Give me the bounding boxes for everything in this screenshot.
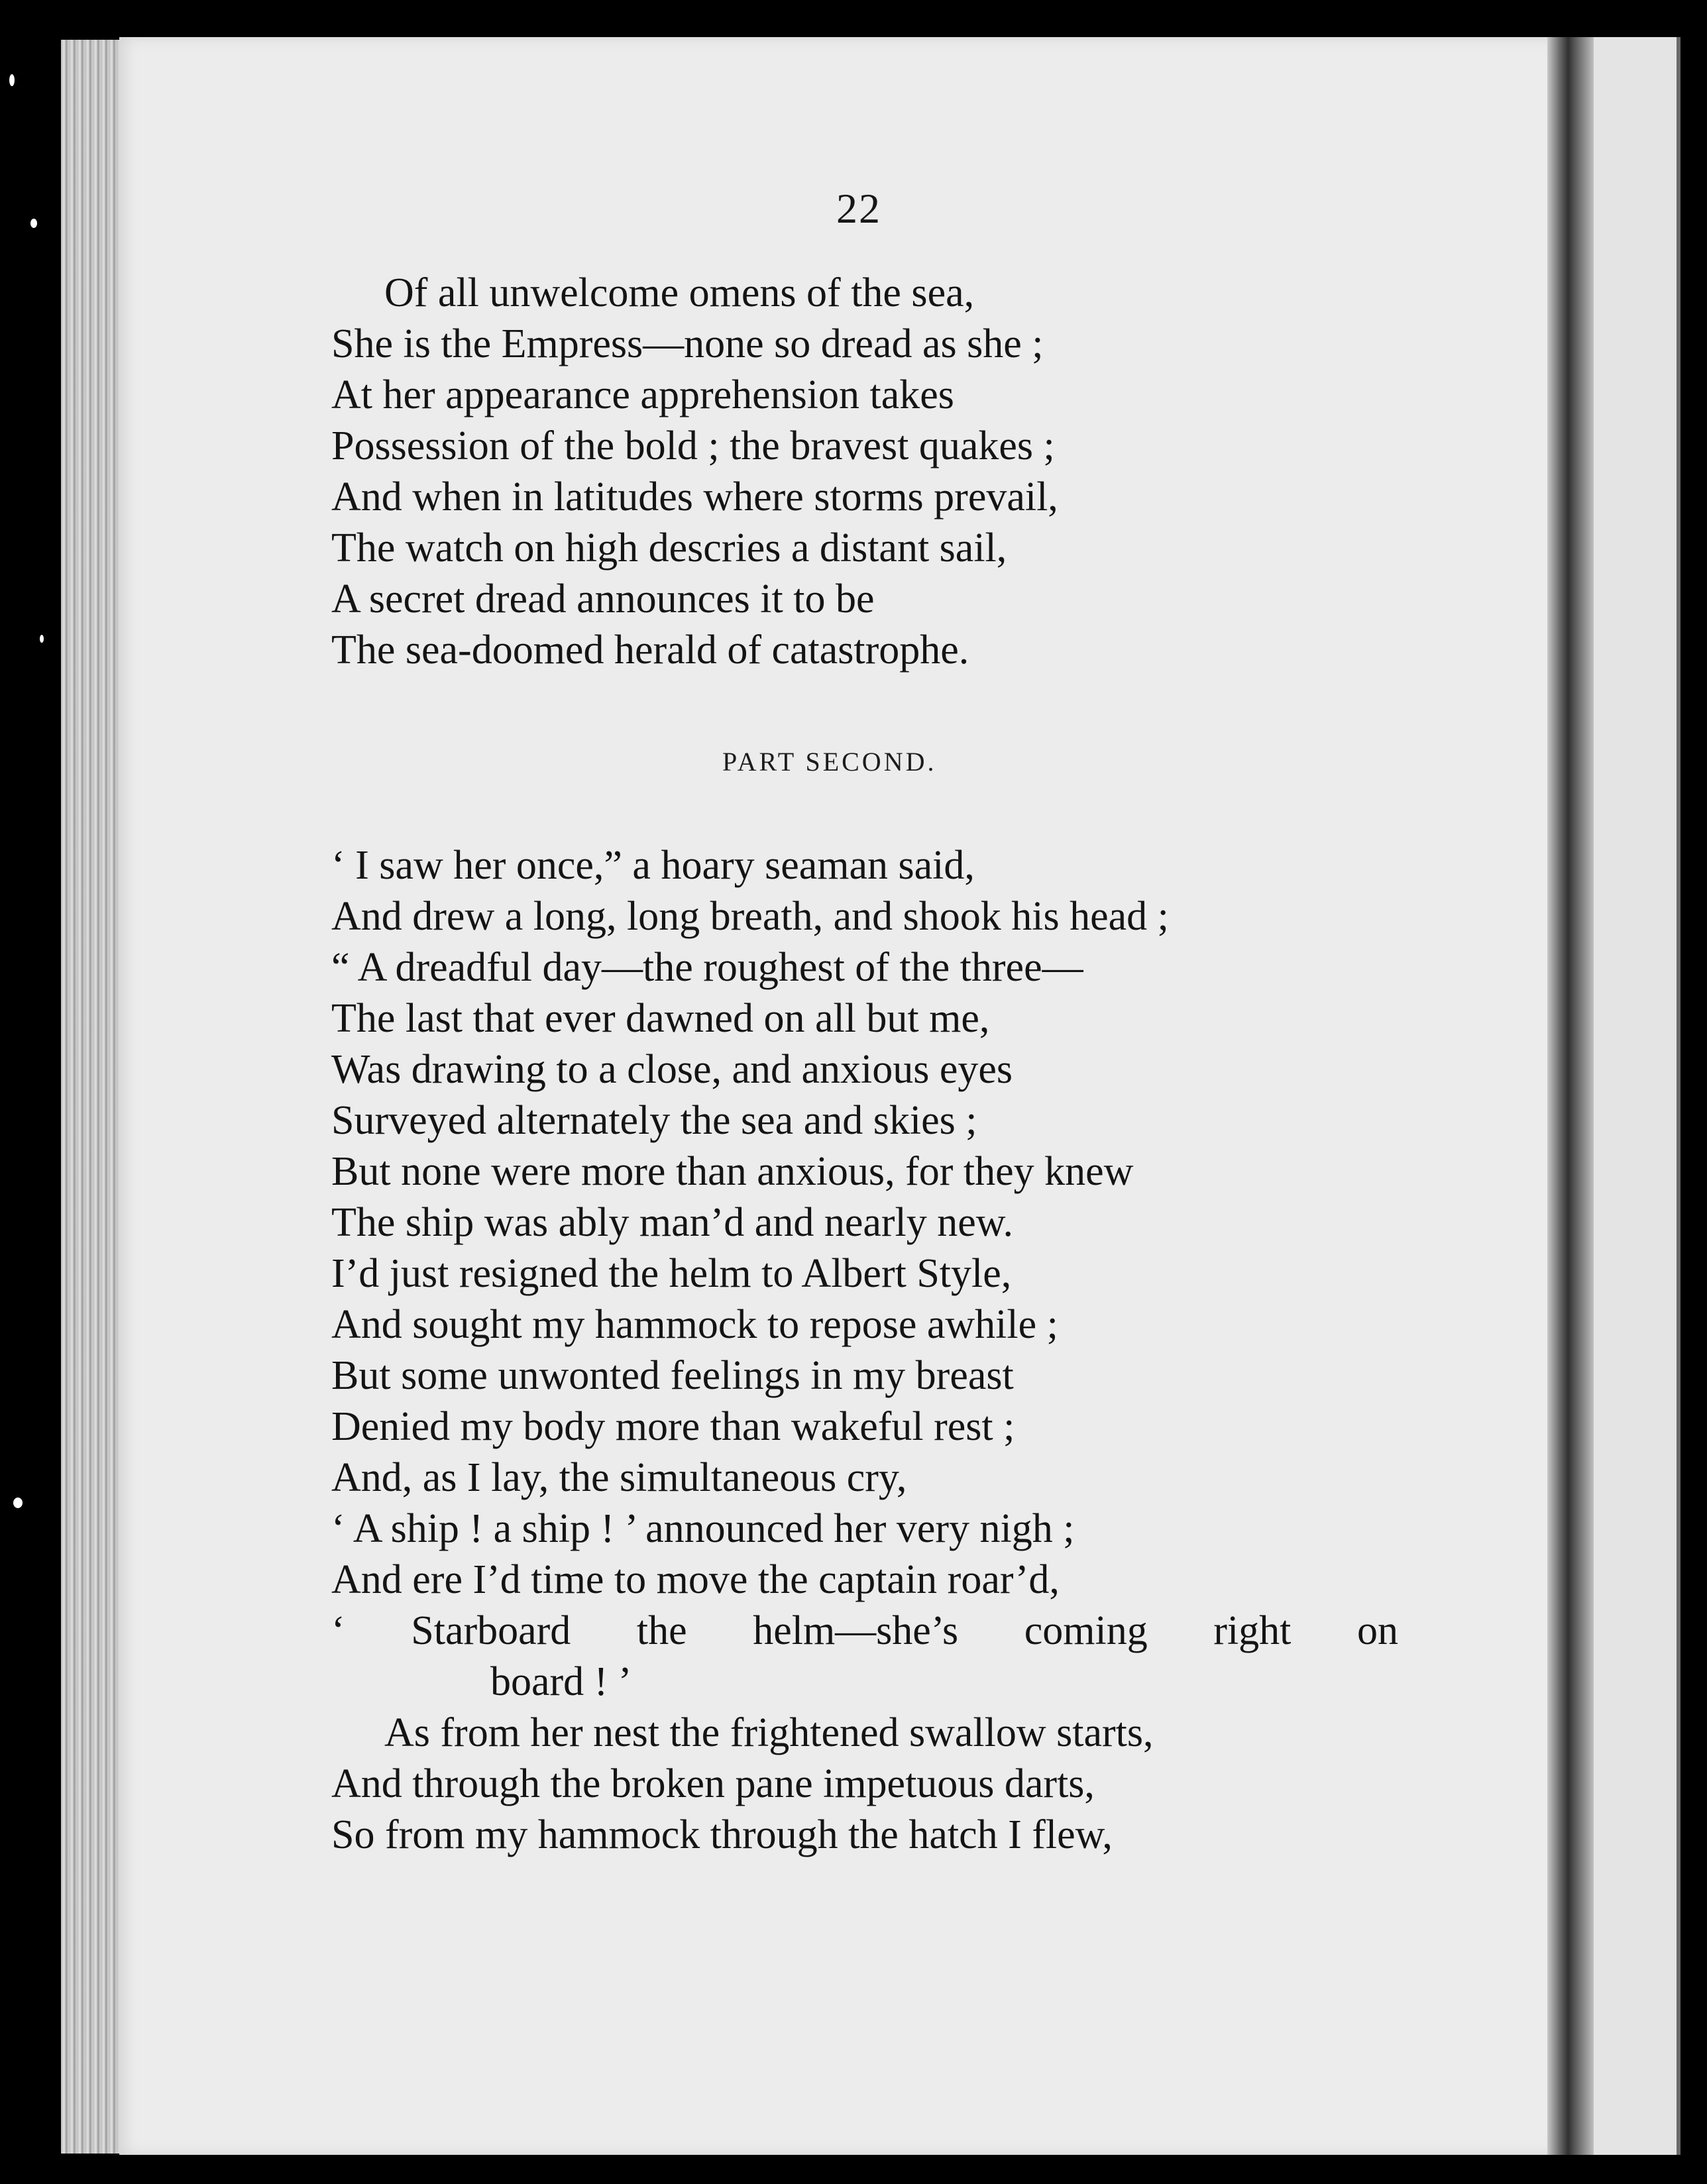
verse-line: Surveyed alternately the sea and skies ; xyxy=(331,1098,977,1143)
verse-line: Denied my body more than wakeful rest ; xyxy=(331,1404,1015,1449)
verse-line: Was drawing to a close, and anxious eyes xyxy=(331,1047,1013,1092)
adjacent-page xyxy=(1594,37,1677,2155)
verse-line: And ere I’d time to move the captain roar’d, xyxy=(331,1557,1060,1602)
book-gutter xyxy=(1547,37,1594,2155)
verse-line: And drew a long, long breath, and shook his head ; xyxy=(331,894,1169,939)
stanza-part-two xyxy=(331,840,1398,1861)
verse-line: ‘ Starboard the helm—she’s coming right on xyxy=(331,1608,1398,1653)
scan-speck xyxy=(30,219,37,228)
verse-line: “ A dreadful day—the roughest of the three— xyxy=(331,945,1083,990)
verse-line: But none were more than anxious, for they knew xyxy=(331,1149,1134,1194)
scan-speck xyxy=(9,74,15,86)
verse-line: The watch on high descries a distant sail, xyxy=(331,525,1007,571)
section-heading: PART SECOND. xyxy=(722,747,937,777)
verse-line-runover: board ! ’ xyxy=(490,1659,632,1704)
verse-line: But some unwonted feelings in my breast xyxy=(331,1353,1014,1398)
verse-line: ‘ A ship ! a ship ! ’ announced her very nigh ; xyxy=(331,1506,1075,1551)
verse-line: She is the Empress—none so dread as she ; xyxy=(331,321,1044,366)
verse-line: At her appearance apprehension takes xyxy=(331,372,954,417)
verse-line: And when in latitudes where storms prevail, xyxy=(331,474,1058,519)
verse-line: And, as I lay, the simultaneous cry, xyxy=(331,1455,907,1500)
verse-line: I’d just resigned the helm to Albert Style, xyxy=(331,1251,1012,1296)
page-number: 22 xyxy=(836,185,881,232)
verse-line: Possession of the bold ; the bravest quakes ; xyxy=(331,423,1055,468)
verse-line: ‘ I saw her once,” a hoary seaman said, xyxy=(331,843,975,888)
scan-speck xyxy=(40,635,44,643)
verse-line: And through the broken pane impetuous darts, xyxy=(331,1761,1095,1806)
verse-line: The sea-doomed herald of catastrophe. xyxy=(331,628,969,673)
verse-line: So from my hammock through the hatch I flew, xyxy=(331,1812,1113,1857)
verse-line: And sought my hammock to repose awhile ; xyxy=(331,1302,1058,1347)
verse-line: As from her nest the frightened swallow starts, xyxy=(384,1710,1154,1755)
verse-line: A secret dread announces it to be xyxy=(331,576,875,622)
verse-line: The ship was ably man’d and nearly new. xyxy=(331,1200,1013,1245)
stanza-part-one xyxy=(331,268,1058,676)
adjacent-page-edge xyxy=(1677,37,1680,2155)
verse-line: The last that ever dawned on all but me, xyxy=(331,996,990,1041)
scan-speck xyxy=(13,1498,23,1508)
verse-line: Of all unwelcome omens of the sea, xyxy=(384,270,975,315)
